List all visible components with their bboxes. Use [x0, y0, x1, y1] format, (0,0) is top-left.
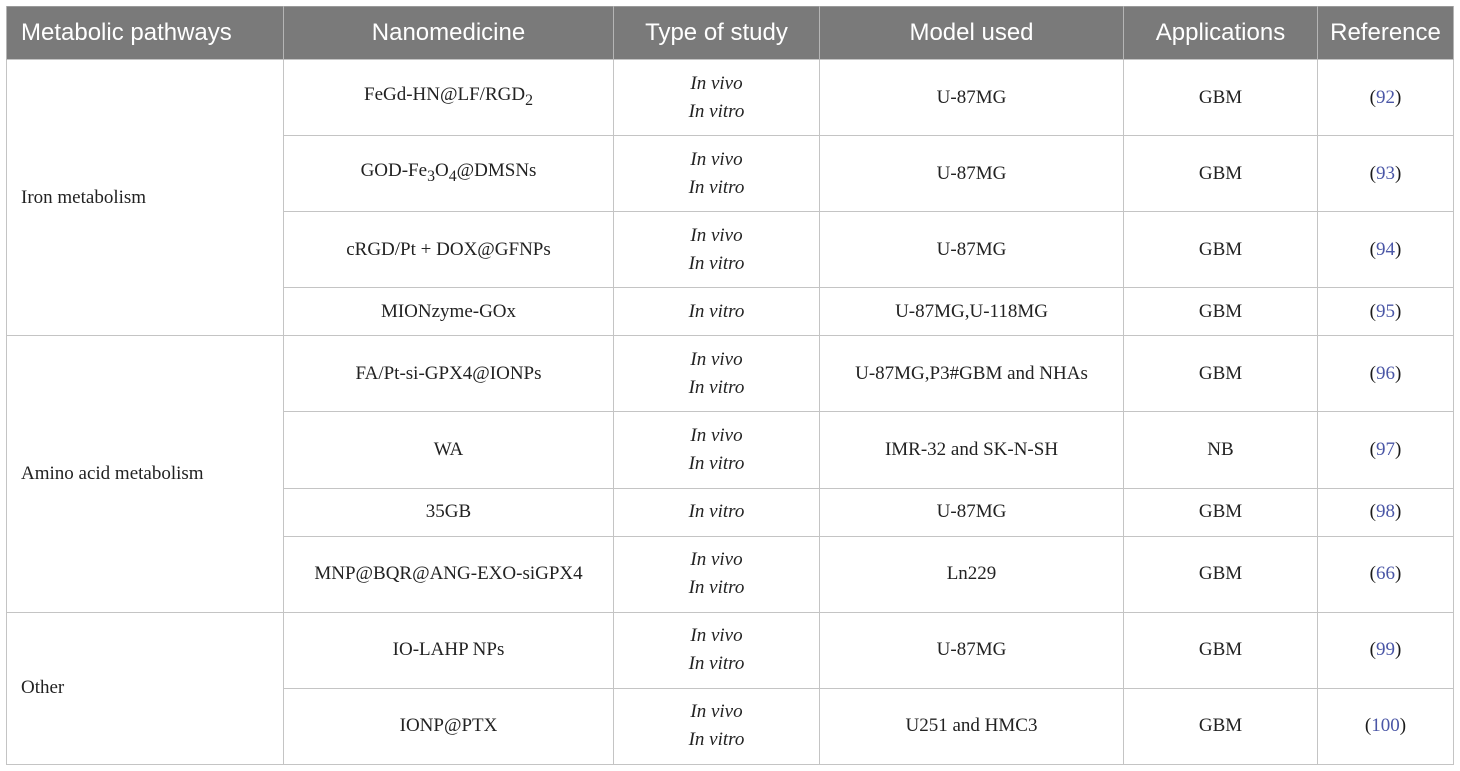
study-type-cell: In vitro	[614, 288, 820, 336]
header-nanomedicine: Nanomedicine	[284, 7, 614, 60]
model-cell: Ln229	[820, 536, 1124, 612]
nanomedicine-cell: GOD-$Fe_3O_4@DMSNs$	[284, 136, 614, 212]
application-cell: GBM	[1124, 60, 1318, 136]
reference-link[interactable]: (93)	[1318, 136, 1454, 212]
table-row	[7, 612, 1454, 688]
study-type-cell: In vivo In vitro	[614, 60, 820, 136]
nanomedicine-cell: 35GB	[284, 488, 614, 536]
nanomedicine-cell: FeGd-$HN@LF/RGD_2$	[284, 60, 614, 136]
reference-link[interactable]: (97)	[1318, 412, 1454, 488]
nanomedicine-cell: FA/Pt-si-GPX4@IONPs	[284, 336, 614, 412]
pathway-cell: Iron metabolism	[7, 60, 284, 336]
reference-link[interactable]: (92)	[1318, 60, 1454, 136]
application-cell: GBM	[1124, 536, 1318, 612]
model-cell: U-87MG	[820, 612, 1124, 688]
header-type-of-study: Type of study	[614, 7, 820, 60]
model-cell: U251 and HMC3	[820, 688, 1124, 764]
header-model-used: Model used	[820, 7, 1124, 60]
nanomedicine-cell: IONP@PTX	[284, 688, 614, 764]
application-cell: GBM	[1124, 212, 1318, 288]
application-cell: NB	[1124, 412, 1318, 488]
model-cell: U-87MG,P3#GBM and NHAs	[820, 336, 1124, 412]
model-cell: U-87MG	[820, 212, 1124, 288]
nanomedicine-cell: IO-LAHP NPs	[284, 612, 614, 688]
application-cell: GBM	[1124, 136, 1318, 212]
study-type-cell: In vitro	[614, 488, 820, 536]
table-row	[7, 336, 1454, 412]
application-cell: GBM	[1124, 688, 1318, 764]
table-row	[7, 60, 1454, 136]
model-cell: IMR-32 and SK-N-SH	[820, 412, 1124, 488]
application-cell: GBM	[1124, 612, 1318, 688]
study-type-cell: In vivo In vitro	[614, 336, 820, 412]
nanomedicine-cell: WA	[284, 412, 614, 488]
pathway-cell: Other	[7, 612, 284, 764]
reference-link[interactable]: (98)	[1318, 488, 1454, 536]
header-row	[7, 7, 1454, 60]
header-metabolic-pathways: Metabolic pathways	[7, 7, 284, 60]
pathway-cell: Amino acid metabolism	[7, 336, 284, 612]
data-table	[6, 6, 1454, 765]
model-cell: U-87MG	[820, 488, 1124, 536]
model-cell: U-87MG	[820, 60, 1124, 136]
application-cell: GBM	[1124, 288, 1318, 336]
reference-link[interactable]: (100)	[1318, 688, 1454, 764]
model-cell: U-87MG	[820, 136, 1124, 212]
study-type-cell: In vivo In vitro	[614, 612, 820, 688]
study-type-cell: In vivo In vitro	[614, 412, 820, 488]
header-applications: Applications	[1124, 7, 1318, 60]
header-reference: Reference	[1318, 7, 1454, 60]
reference-link[interactable]: (66)	[1318, 536, 1454, 612]
nanomedicine-cell: cRGD/Pt + DOX@GFNPs	[284, 212, 614, 288]
study-type-cell: In vivo In vitro	[614, 688, 820, 764]
study-type-cell: In vivo In vitro	[614, 536, 820, 612]
study-type-cell: In vivo In vitro	[614, 136, 820, 212]
reference-link[interactable]: (99)	[1318, 612, 1454, 688]
reference-link[interactable]: (94)	[1318, 212, 1454, 288]
nanomedicine-cell: MNP@BQR@ANG-EXO-siGPX4	[284, 536, 614, 612]
reference-link[interactable]: (95)	[1318, 288, 1454, 336]
nanomedicine-cell: MIONzyme-GOx	[284, 288, 614, 336]
model-cell: U-87MG,U-118MG	[820, 288, 1124, 336]
study-type-cell: In vivo In vitro	[614, 212, 820, 288]
application-cell: GBM	[1124, 336, 1318, 412]
application-cell: GBM	[1124, 488, 1318, 536]
reference-link[interactable]: (96)	[1318, 336, 1454, 412]
